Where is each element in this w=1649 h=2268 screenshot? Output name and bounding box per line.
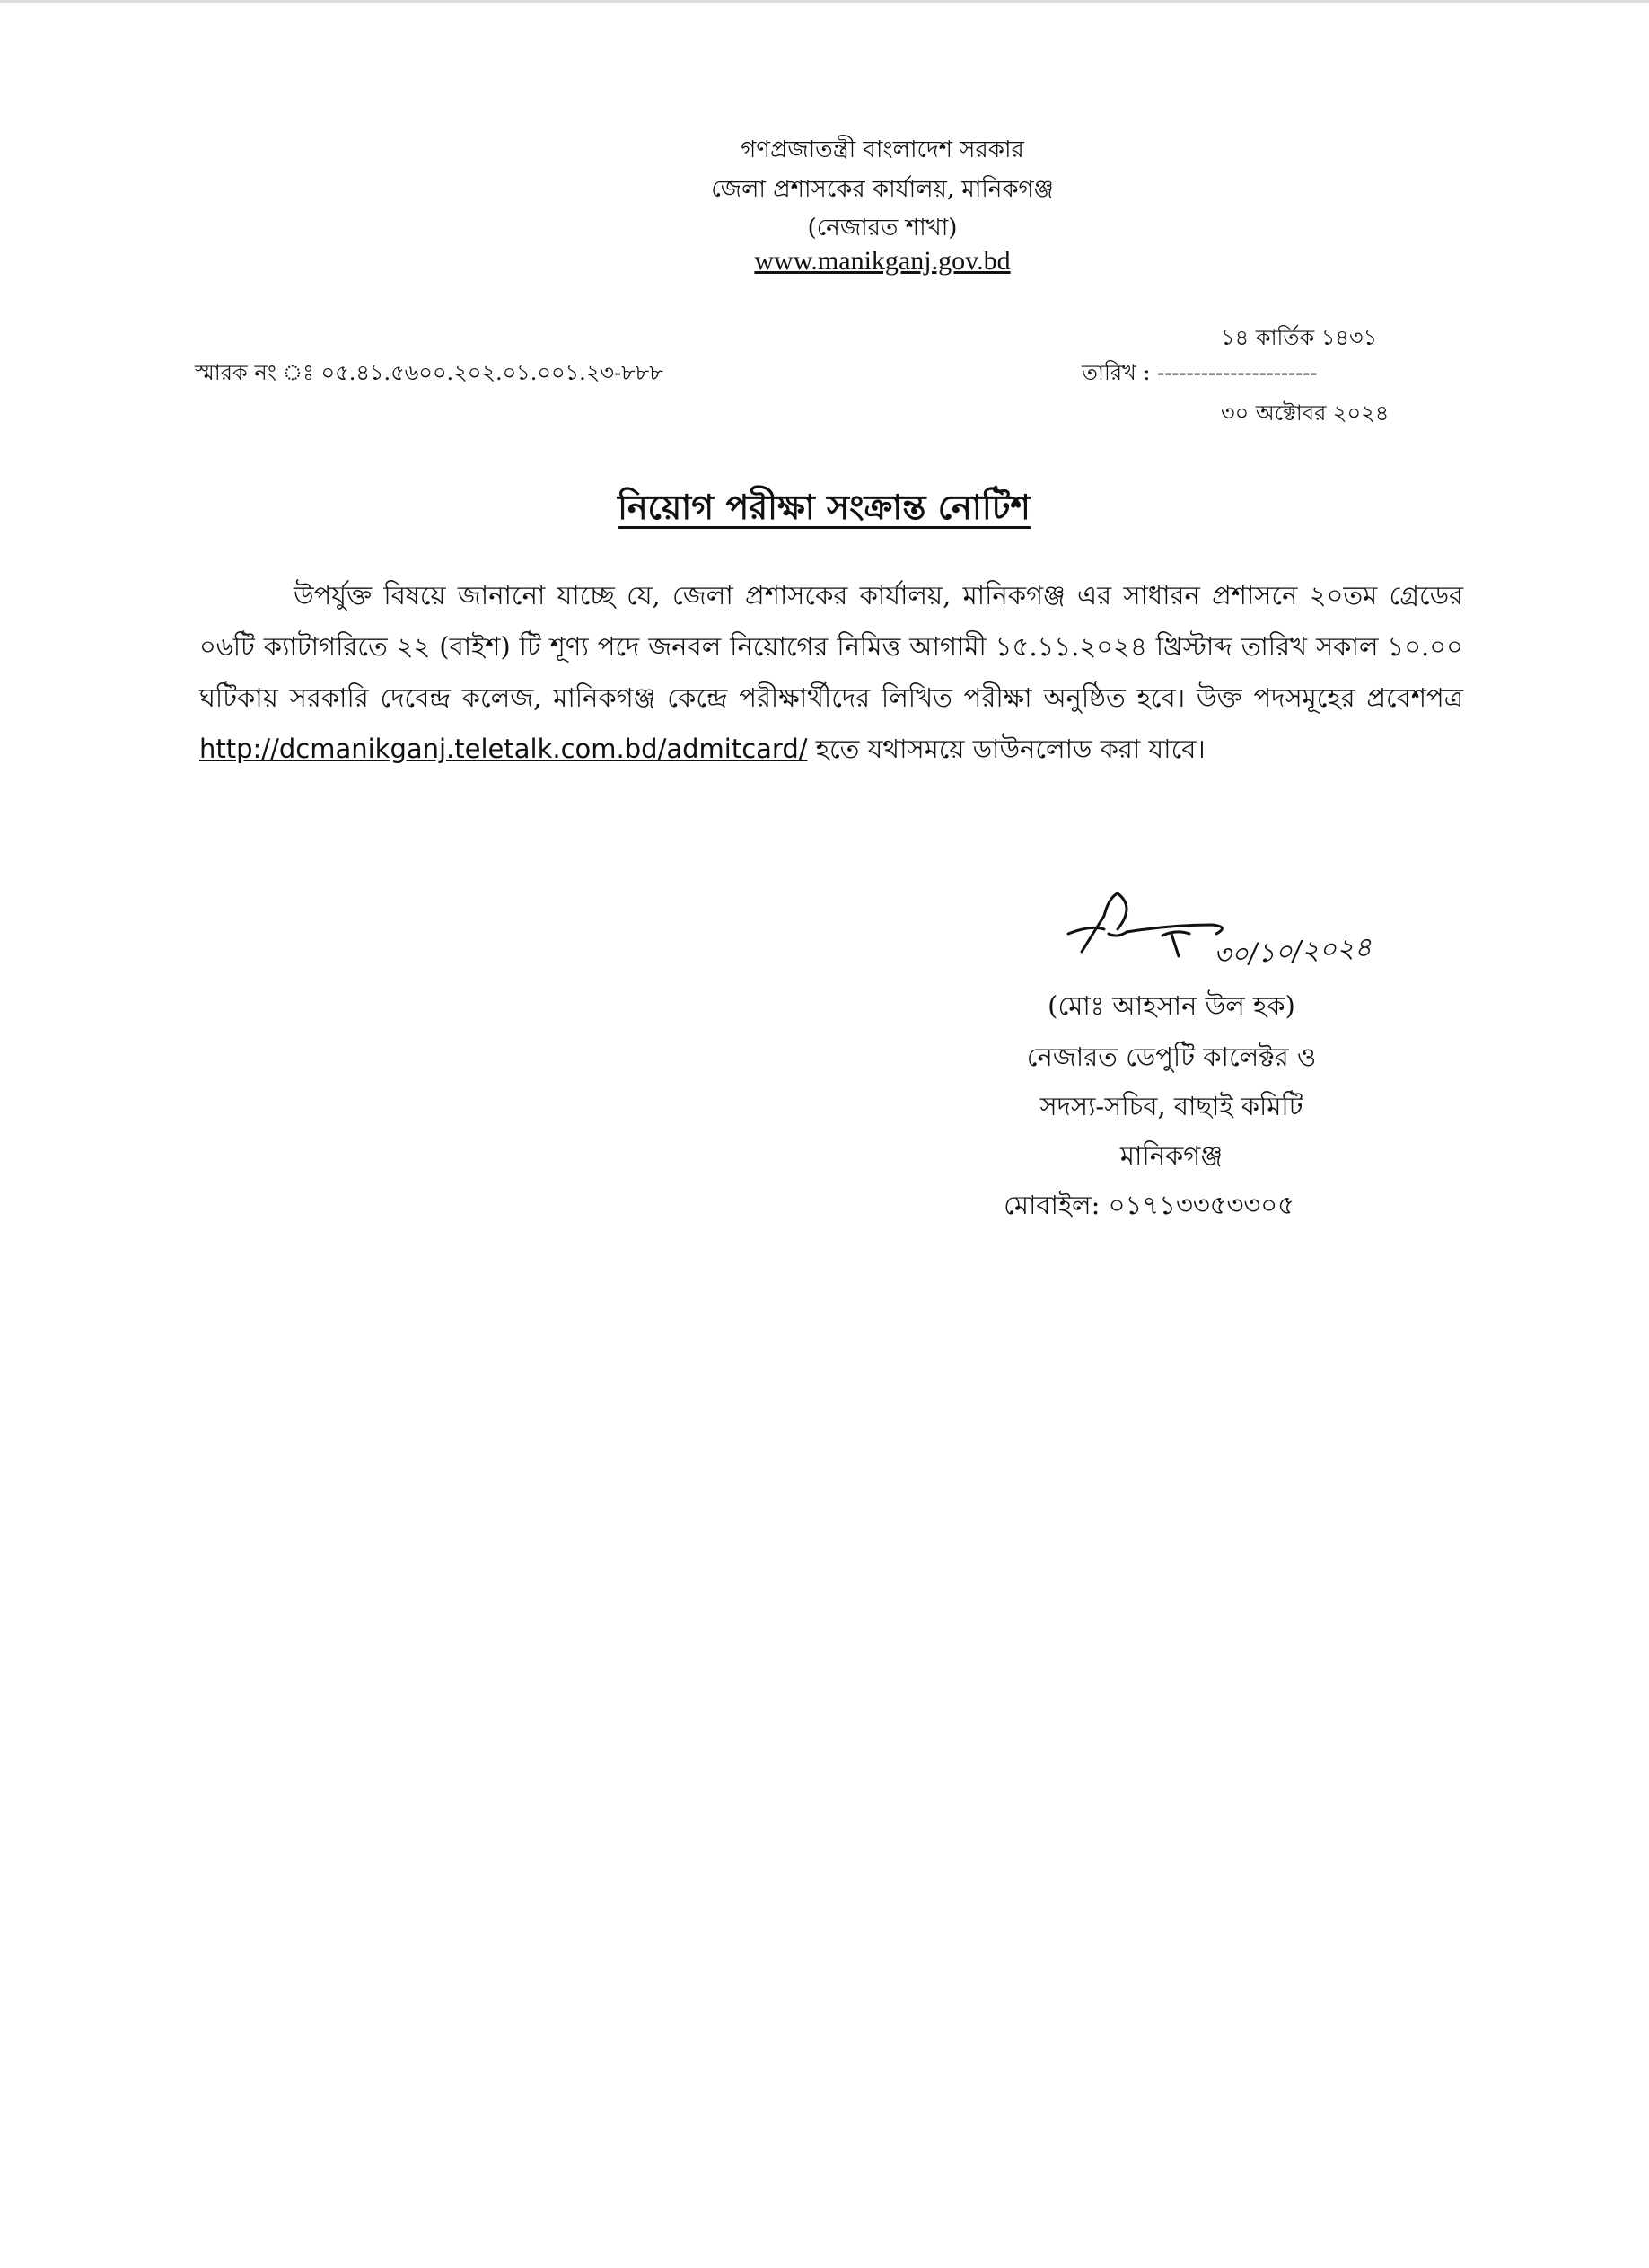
admit-card-link[interactable]: http://dcmanikganj.teletalk.com.bd/admitcard/ xyxy=(199,734,808,764)
notice-body xyxy=(199,570,1463,775)
signatory-location: মানিকগঞ্জ xyxy=(1119,1140,1224,1171)
signatory-mobile: মোবাইল: ০১৭১৩৩৫৩৩০৫ xyxy=(1004,1190,1294,1220)
date-bangla: ১৪ কার্তিক ১৪৩১ xyxy=(1221,325,1378,350)
notice-title: নিয়োগ পরীক্ষা সংক্রান্ত নোটিশ xyxy=(618,487,1031,527)
scan-edge xyxy=(0,0,1649,3)
signature-date: ৩০/১০/২০২৪ xyxy=(1213,931,1373,971)
header-office: জেলা প্রশাসকের কার্যালয়, মানিকগঞ্জ xyxy=(711,176,1054,203)
date-english: ৩০ অক্টোবর ২০২৪ xyxy=(1221,400,1390,426)
signatory-committee-role: সদস্য-সচিব, বাছাই কমিটি xyxy=(1039,1091,1303,1121)
date-label: তারিখ : ---------------------- xyxy=(1082,360,1318,385)
signatory-designation: নেজারত ডেপুটি কালেক্টর ও xyxy=(1026,1042,1317,1072)
body-text: উপর্যুক্ত বিষয়ে জানানো যাচ্ছে যে, জেলা প্রশাসকের কার্যালয়, মানিকগঞ্জ এর সাধারন প্রশাসনে ২০তম গ্রেডের ০৬টি ক্যাটাগরিতে ২২ (বাইশ) টি শূণ্য পদে জনবল নিয়োগের নিমিত্ত আগামী ১৫.১১.২০২৪ খ্রিস্টাব্দ তারিখ সকাল ১০.০০ ঘটিকায় সরকারি দেবেন্দ্র কলেজ, মানিকগঞ্জ কেন্দ্রে পরীক্ষার্থীদের লিখিত পরীক্ষা অনুষ্ঠিত হবে। উক্ত পদসমূহের প্রবেশপত্র xyxy=(199,580,1463,713)
memo-number: স্মারক নং ঃ ০৫.৪১.৫৬০০.২০২.০১.০০১.২৩-৮৮৮ xyxy=(195,360,663,385)
header-government: গণপ্রজাতন্ত্রী বাংলাদেশ সরকার xyxy=(741,136,1024,163)
signatory-name: (মোঃ আহসান উল হক) xyxy=(1048,990,1295,1021)
signature-image xyxy=(1064,889,1225,974)
header-branch: (নেজারত শাখা) xyxy=(807,215,958,242)
body-text-end: হতে যথাসময়ে ডাউনলোড করা যাবে। xyxy=(815,734,1206,764)
website-link[interactable]: www.manikganj.gov.bd xyxy=(754,246,1011,276)
